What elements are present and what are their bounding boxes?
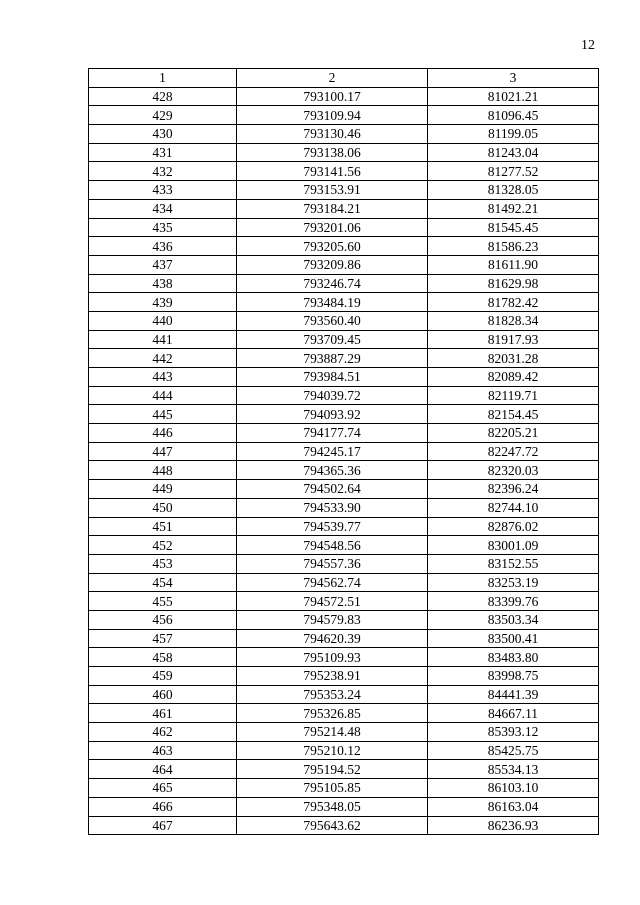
x-coordinate-cell: 793887.29 bbox=[237, 349, 428, 368]
point-number-cell: 465 bbox=[89, 779, 237, 798]
point-number-cell: 457 bbox=[89, 629, 237, 648]
table-row bbox=[89, 797, 599, 816]
y-coordinate-cell: 82205.21 bbox=[428, 424, 599, 443]
point-number-cell: 461 bbox=[89, 704, 237, 723]
x-coordinate-cell: 793141.56 bbox=[237, 162, 428, 181]
point-number-cell: 450 bbox=[89, 498, 237, 517]
y-coordinate-cell: 82031.28 bbox=[428, 349, 599, 368]
table-row bbox=[89, 667, 599, 686]
table-row bbox=[89, 816, 599, 835]
x-coordinate-cell: 795238.91 bbox=[237, 667, 428, 686]
table-row bbox=[89, 218, 599, 237]
x-coordinate-cell: 795348.05 bbox=[237, 797, 428, 816]
column-header-1: 1 bbox=[89, 69, 237, 88]
table-row bbox=[89, 405, 599, 424]
point-number-cell: 438 bbox=[89, 274, 237, 293]
table-row bbox=[89, 162, 599, 181]
y-coordinate-cell: 85393.12 bbox=[428, 723, 599, 742]
y-coordinate-cell: 83998.75 bbox=[428, 667, 599, 686]
table-row bbox=[89, 424, 599, 443]
x-coordinate-cell: 794245.17 bbox=[237, 442, 428, 461]
point-number-cell: 464 bbox=[89, 760, 237, 779]
x-coordinate-cell: 793138.06 bbox=[237, 143, 428, 162]
point-number-cell: 429 bbox=[89, 106, 237, 125]
x-coordinate-cell: 793153.91 bbox=[237, 181, 428, 200]
x-coordinate-cell: 794365.36 bbox=[237, 461, 428, 480]
x-coordinate-cell: 795194.52 bbox=[237, 760, 428, 779]
point-number-cell: 451 bbox=[89, 517, 237, 536]
x-coordinate-cell: 794557.36 bbox=[237, 554, 428, 573]
y-coordinate-cell: 81545.45 bbox=[428, 218, 599, 237]
point-number-cell: 459 bbox=[89, 667, 237, 686]
y-coordinate-cell: 81021.21 bbox=[428, 87, 599, 106]
x-coordinate-cell: 793560.40 bbox=[237, 311, 428, 330]
y-coordinate-cell: 85534.13 bbox=[428, 760, 599, 779]
point-number-cell: 466 bbox=[89, 797, 237, 816]
table-row bbox=[89, 311, 599, 330]
y-coordinate-cell: 81096.45 bbox=[428, 106, 599, 125]
point-number-cell: 454 bbox=[89, 573, 237, 592]
x-coordinate-cell: 795105.85 bbox=[237, 779, 428, 798]
y-coordinate-cell: 84441.39 bbox=[428, 685, 599, 704]
table-row bbox=[89, 536, 599, 555]
x-coordinate-cell: 794533.90 bbox=[237, 498, 428, 517]
table-row bbox=[89, 498, 599, 517]
table-row bbox=[89, 330, 599, 349]
point-number-cell: 449 bbox=[89, 480, 237, 499]
x-coordinate-cell: 793484.19 bbox=[237, 293, 428, 312]
table-row bbox=[89, 461, 599, 480]
table-header-row bbox=[89, 69, 599, 88]
y-coordinate-cell: 86236.93 bbox=[428, 816, 599, 835]
point-number-cell: 463 bbox=[89, 741, 237, 760]
point-number-cell: 446 bbox=[89, 424, 237, 443]
column-header-2: 2 bbox=[237, 69, 428, 88]
x-coordinate-cell: 793109.94 bbox=[237, 106, 428, 125]
table-row bbox=[89, 741, 599, 760]
x-coordinate-cell: 795210.12 bbox=[237, 741, 428, 760]
point-number-cell: 436 bbox=[89, 237, 237, 256]
x-coordinate-cell: 793184.21 bbox=[237, 199, 428, 218]
y-coordinate-cell: 81328.05 bbox=[428, 181, 599, 200]
x-coordinate-cell: 793246.74 bbox=[237, 274, 428, 293]
point-number-cell: 437 bbox=[89, 255, 237, 274]
point-number-cell: 455 bbox=[89, 592, 237, 611]
table-row bbox=[89, 368, 599, 387]
point-number-cell: 431 bbox=[89, 143, 237, 162]
y-coordinate-cell: 82154.45 bbox=[428, 405, 599, 424]
y-coordinate-cell: 85425.75 bbox=[428, 741, 599, 760]
point-number-cell: 444 bbox=[89, 386, 237, 405]
table-row bbox=[89, 554, 599, 573]
y-coordinate-cell: 81492.21 bbox=[428, 199, 599, 218]
y-coordinate-cell: 83503.34 bbox=[428, 610, 599, 629]
point-number-cell: 432 bbox=[89, 162, 237, 181]
table-row bbox=[89, 293, 599, 312]
x-coordinate-cell: 794039.72 bbox=[237, 386, 428, 405]
y-coordinate-cell: 83399.76 bbox=[428, 592, 599, 611]
point-number-cell: 434 bbox=[89, 199, 237, 218]
point-number-cell: 430 bbox=[89, 125, 237, 144]
point-number-cell: 460 bbox=[89, 685, 237, 704]
y-coordinate-cell: 81917.93 bbox=[428, 330, 599, 349]
x-coordinate-cell: 795214.48 bbox=[237, 723, 428, 742]
x-coordinate-cell: 793205.60 bbox=[237, 237, 428, 256]
x-coordinate-cell: 794579.83 bbox=[237, 610, 428, 629]
table-row bbox=[89, 386, 599, 405]
x-coordinate-cell: 793209.86 bbox=[237, 255, 428, 274]
table-row bbox=[89, 125, 599, 144]
table-row bbox=[89, 143, 599, 162]
table-row bbox=[89, 87, 599, 106]
x-coordinate-cell: 793130.46 bbox=[237, 125, 428, 144]
x-coordinate-cell: 793709.45 bbox=[237, 330, 428, 349]
point-number-cell: 448 bbox=[89, 461, 237, 480]
y-coordinate-cell: 81586.23 bbox=[428, 237, 599, 256]
y-coordinate-cell: 81277.52 bbox=[428, 162, 599, 181]
x-coordinate-cell: 795326.85 bbox=[237, 704, 428, 723]
table-row bbox=[89, 573, 599, 592]
y-coordinate-cell: 81828.34 bbox=[428, 311, 599, 330]
table-row bbox=[89, 610, 599, 629]
table-row bbox=[89, 274, 599, 293]
point-number-cell: 462 bbox=[89, 723, 237, 742]
point-number-cell: 442 bbox=[89, 349, 237, 368]
y-coordinate-cell: 82119.71 bbox=[428, 386, 599, 405]
table-row bbox=[89, 685, 599, 704]
y-coordinate-cell: 82744.10 bbox=[428, 498, 599, 517]
point-number-cell: 439 bbox=[89, 293, 237, 312]
x-coordinate-cell: 794502.64 bbox=[237, 480, 428, 499]
x-coordinate-cell: 795109.93 bbox=[237, 648, 428, 667]
point-number-cell: 441 bbox=[89, 330, 237, 349]
x-coordinate-cell: 794548.56 bbox=[237, 536, 428, 555]
table-row bbox=[89, 349, 599, 368]
y-coordinate-cell: 83253.19 bbox=[428, 573, 599, 592]
x-coordinate-cell: 794572.51 bbox=[237, 592, 428, 611]
y-coordinate-cell: 82089.42 bbox=[428, 368, 599, 387]
y-coordinate-cell: 81611.90 bbox=[428, 255, 599, 274]
table-row bbox=[89, 237, 599, 256]
table-row bbox=[89, 723, 599, 742]
x-coordinate-cell: 794620.39 bbox=[237, 629, 428, 648]
y-coordinate-cell: 81782.42 bbox=[428, 293, 599, 312]
page-number: 12 bbox=[581, 38, 595, 53]
y-coordinate-cell: 81243.04 bbox=[428, 143, 599, 162]
table-row bbox=[89, 255, 599, 274]
y-coordinate-cell: 82876.02 bbox=[428, 517, 599, 536]
y-coordinate-cell: 84667.11 bbox=[428, 704, 599, 723]
table-row bbox=[89, 704, 599, 723]
y-coordinate-cell: 81199.05 bbox=[428, 125, 599, 144]
y-coordinate-cell: 83001.09 bbox=[428, 536, 599, 555]
y-coordinate-cell: 82247.72 bbox=[428, 442, 599, 461]
table-row bbox=[89, 106, 599, 125]
table-row bbox=[89, 480, 599, 499]
table-row bbox=[89, 199, 599, 218]
x-coordinate-cell: 795643.62 bbox=[237, 816, 428, 835]
x-coordinate-cell: 793201.06 bbox=[237, 218, 428, 237]
point-number-cell: 452 bbox=[89, 536, 237, 555]
y-coordinate-cell: 82320.03 bbox=[428, 461, 599, 480]
x-coordinate-cell: 793984.51 bbox=[237, 368, 428, 387]
table-row bbox=[89, 629, 599, 648]
point-number-cell: 447 bbox=[89, 442, 237, 461]
table-body bbox=[89, 87, 599, 835]
y-coordinate-cell: 86163.04 bbox=[428, 797, 599, 816]
x-coordinate-cell: 794539.77 bbox=[237, 517, 428, 536]
table-row bbox=[89, 181, 599, 200]
point-number-cell: 433 bbox=[89, 181, 237, 200]
x-coordinate-cell: 794093.92 bbox=[237, 405, 428, 424]
table-row bbox=[89, 592, 599, 611]
x-coordinate-cell: 795353.24 bbox=[237, 685, 428, 704]
y-coordinate-cell: 83483.80 bbox=[428, 648, 599, 667]
y-coordinate-cell: 83152.55 bbox=[428, 554, 599, 573]
y-coordinate-cell: 81629.98 bbox=[428, 274, 599, 293]
x-coordinate-cell: 793100.17 bbox=[237, 87, 428, 106]
point-number-cell: 428 bbox=[89, 87, 237, 106]
y-coordinate-cell: 83500.41 bbox=[428, 629, 599, 648]
table-row bbox=[89, 648, 599, 667]
table-row bbox=[89, 517, 599, 536]
table-row bbox=[89, 760, 599, 779]
point-number-cell: 456 bbox=[89, 610, 237, 629]
table-row bbox=[89, 442, 599, 461]
point-number-cell: 467 bbox=[89, 816, 237, 835]
point-number-cell: 440 bbox=[89, 311, 237, 330]
table-row bbox=[89, 779, 599, 798]
y-coordinate-cell: 82396.24 bbox=[428, 480, 599, 499]
y-coordinate-cell: 86103.10 bbox=[428, 779, 599, 798]
point-number-cell: 458 bbox=[89, 648, 237, 667]
point-number-cell: 453 bbox=[89, 554, 237, 573]
point-number-cell: 435 bbox=[89, 218, 237, 237]
coordinates-table bbox=[88, 68, 599, 835]
column-header-3: 3 bbox=[428, 69, 599, 88]
x-coordinate-cell: 794177.74 bbox=[237, 424, 428, 443]
point-number-cell: 445 bbox=[89, 405, 237, 424]
point-number-cell: 443 bbox=[89, 368, 237, 387]
x-coordinate-cell: 794562.74 bbox=[237, 573, 428, 592]
